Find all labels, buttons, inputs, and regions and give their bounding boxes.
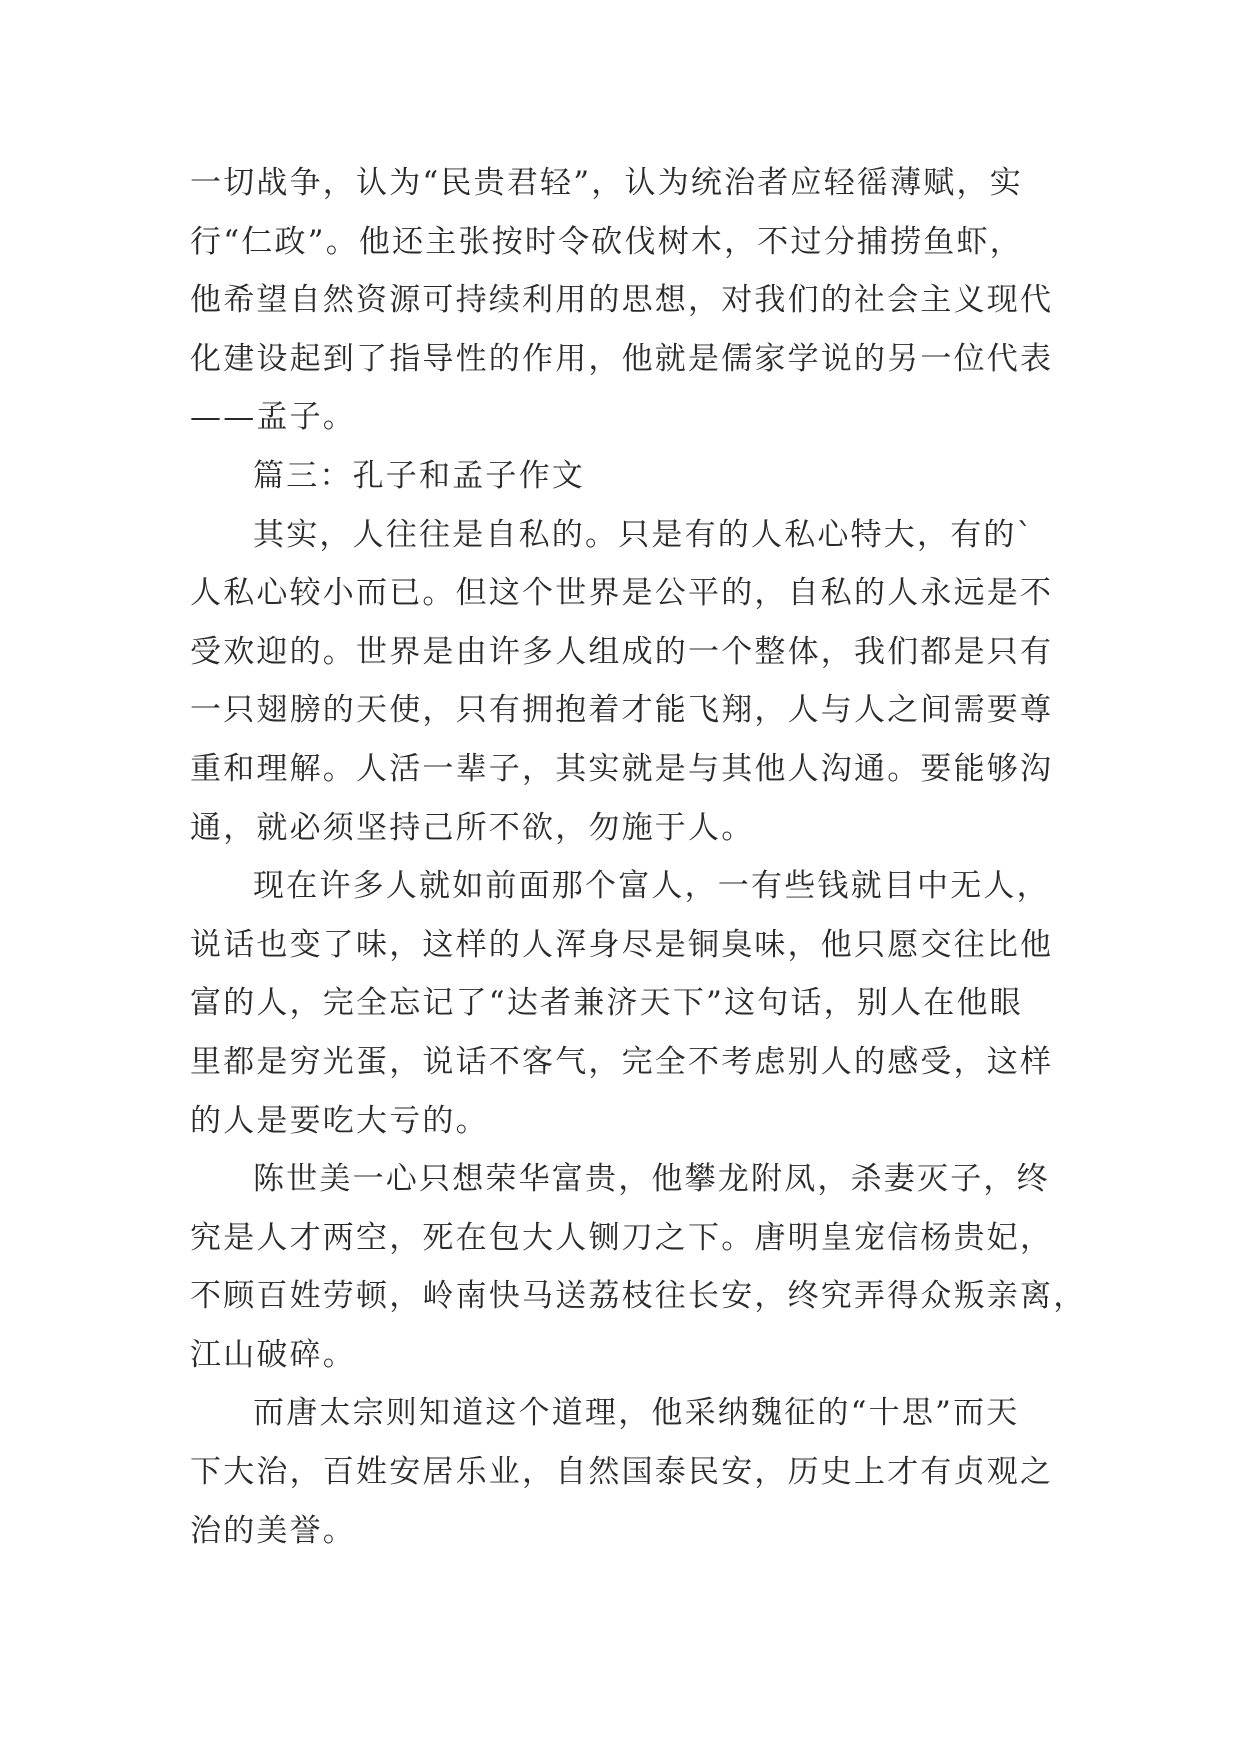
section-heading: 篇三：孔子和孟子作文 [253, 457, 585, 494]
text-line: 一只翅膀的天使，只有拥抱着才能飞翔，人与人之间需要尊 [190, 692, 1054, 729]
text-line: 受欢迎的。世界是由许多人组成的一个整体，我们都是只有 [190, 633, 1054, 670]
text-line: 行“仁政”。他还主张按时令砍伐树木，不过分捕捞鱼虾， [190, 223, 1023, 260]
text-line: 里都是穷光蛋，说话不客气，完全不考虑别人的感受，这样 [190, 1043, 1054, 1080]
text-line: 究是人才两空，死在包大人铡刀之下。唐明皇宠信杨贵妃， [190, 1219, 1054, 1256]
text-line: 江山破碎。 [190, 1336, 356, 1373]
text-line: 陈世美一心只想荣华富贵，他攀龙附凤，杀妻灭子，终 [253, 1161, 1050, 1198]
text-line: 不顾百姓劳顿，岭南快马送荔枝往长安，终究弄得众叛亲离， [190, 1278, 1087, 1315]
text-line: 而唐太宗则知道这个道理，他采纳魏征的“十思”而天 [253, 1395, 1020, 1432]
body-text [190, 154, 1087, 1560]
text-line: 重和理解。人活一辈子，其实就是与其他人沟通。要能够沟 [190, 750, 1054, 787]
text-line: 其实，人往往是自私的。只是有的人私心特大，有的` [253, 516, 1035, 553]
text-line: 现在许多人就如前面那个富人，一有些钱就目中无人， [253, 868, 1050, 905]
text-line: 他希望自然资源可持续利用的思想，对我们的社会主义现代 [190, 282, 1054, 319]
text-line: 说话也变了味，这样的人浑身尽是铜臭味，他只愿交往比他 [190, 926, 1054, 963]
text-line: 下大治，百姓安居乐业，自然国泰民安，历史上才有贞观之 [190, 1454, 1054, 1491]
text-line: 人私心较小而已。但这个世界是公平的，自私的人永远是不 [190, 575, 1054, 612]
text-line: 一切战争，认为“民贵君轻”，认为统治者应轻徭薄赋，实 [190, 165, 1023, 201]
text-line: 富的人，完全忘记了“达者兼济天下”这句话，别人在他眼 [190, 985, 1023, 1022]
text-line: 的人是要吃大亏的。 [190, 1102, 489, 1139]
text-line: 治的美誉。 [190, 1512, 356, 1549]
text-line: 化建设起到了指导性的作用，他就是儒家学说的另一位代表 [190, 340, 1054, 377]
text-line: 通，就必须坚持己所不欲，勿施于人。 [190, 809, 755, 846]
text-line: ——孟子。 [190, 399, 356, 436]
